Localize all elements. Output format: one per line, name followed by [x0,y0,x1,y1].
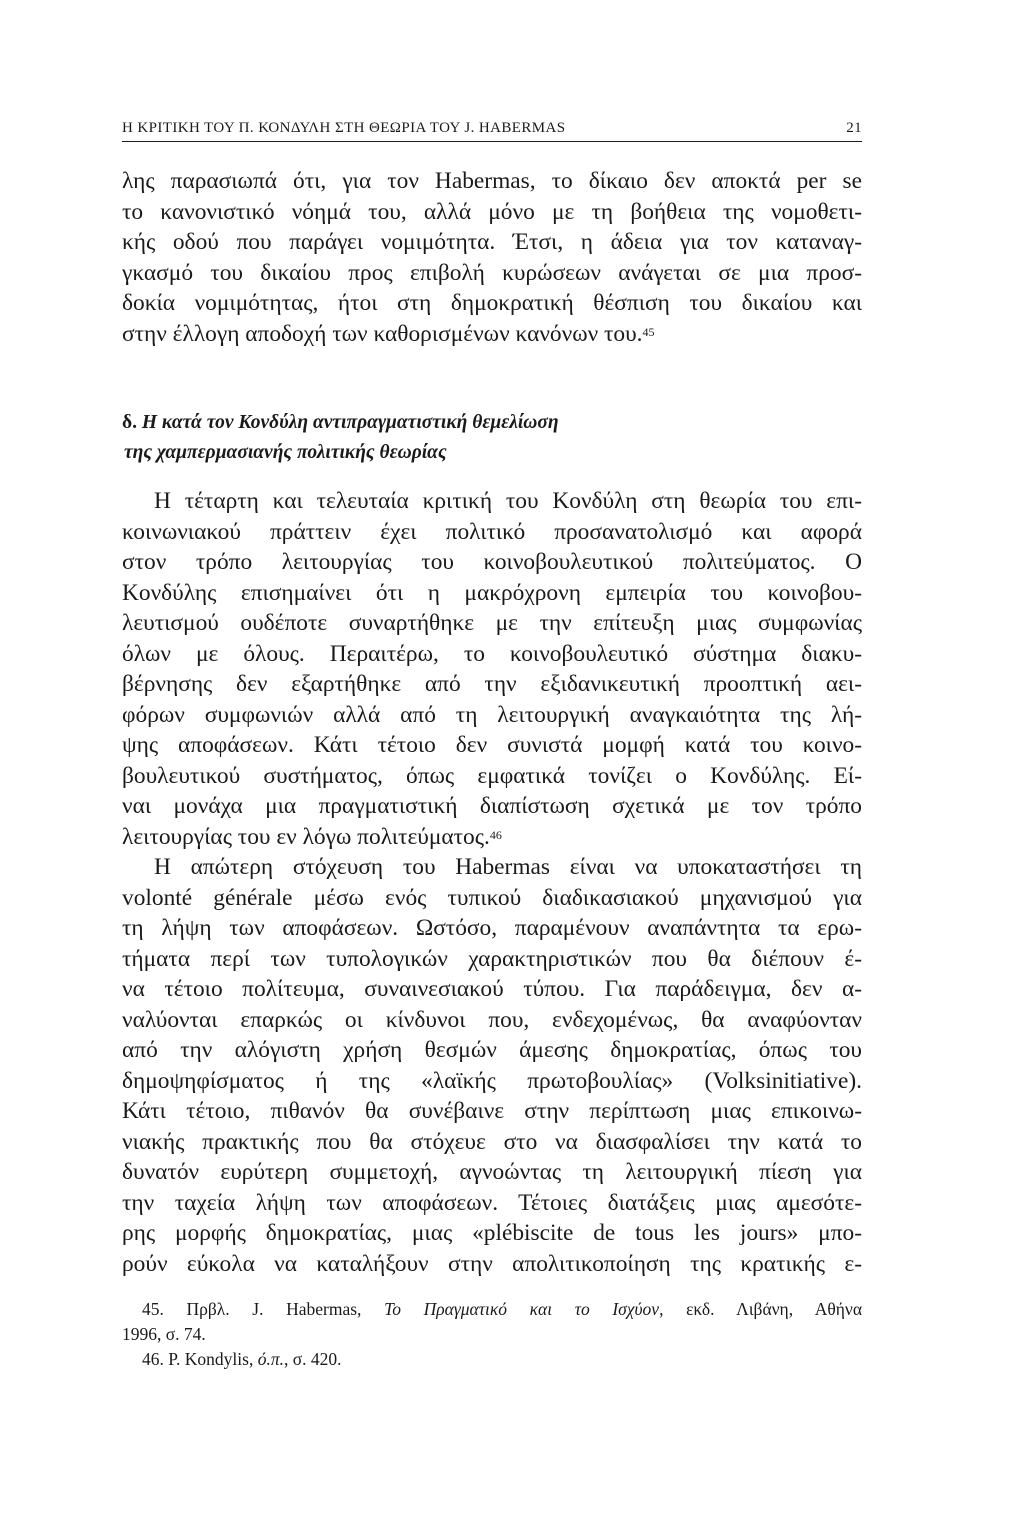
text-line: Κάτι τέτοιο, πιθανόν θα συνέβαινε στην περίπτωση μιας επικοινω- [122,1098,862,1124]
text-line: ρούν εύκολα να καταλήξουν στην απολιτικοποίηση της κρατικής ε- [122,1250,862,1277]
footnote-ref-46[interactable]: 46 [489,827,502,842]
footnote-ref-45[interactable]: 45 [642,324,655,339]
footnote-45-continuation: 1996, σ. 74. [122,1324,206,1344]
text-line: λης παρασιωπά ότι, για τον Habermas, το δίκαιο δεν αποκτά per se [122,168,862,194]
text-line: δυνατόν ευρύτερη συμμετοχή, αγνοώντας τη λειτουργική πίεση για [122,1159,862,1185]
running-title: Η ΚΡΙΤΙΚΗ ΤΟΥ Π. ΚΟΝΔΥΛΗ ΣΤΗ ΘΕΩΡΙΑ ΤΟΥ J. HABERMAS [122,120,566,136]
text-line: Η απώτερη στόχευση του Habermas είναι να υποκαταστήσει τη [154,854,862,880]
text-line: δημοψηφίσματος ή της «λαϊκής πρωτοβουλίας» (Volksinitiative). [122,1067,862,1094]
text-line: ψης αποφάσεων. Κάτι τέτοιο δεν συνιστά μομφή κατά του κοινο- [122,732,862,758]
paragraph-3 [122,852,862,1279]
text-line: να τέτοιο πολίτευμα, συναινεσιακού τύπου. Για παράδειγμα, δεν α- [122,976,862,1002]
paragraph-1 [122,166,862,349]
footnote-45-publisher: , εκδ. Λιβάνη, Αθήνα [659,1299,862,1319]
text-line: νιακής πρακτικής που θα στόχευε στο να διασφαλίσει την κατά το [122,1128,862,1155]
text-line: Η τέταρτη και τελευταία κριτική του Κονδύλη στη θεωρία του επι- [154,488,862,514]
footnote-45-number: 45. [142,1299,164,1319]
page-number: 21 [846,120,862,136]
text-line: βέρνησης δεν εξαρτήθηκε από την εξιδανικευτική προοπτική αει- [122,671,862,697]
footnote-45-text: Πρβλ. J. Habermas, [186,1299,362,1319]
footnote-46-number: 46. [142,1349,164,1369]
footnotes [122,1297,862,1372]
footnote-46 [122,1347,862,1372]
text-line: βουλευτικού συστήματος, όπως εμφατικά τονίζει ο Κονδύλης. Εί- [122,762,862,789]
text-line [122,319,862,350]
text-line: κοινωνιακού πράττειν έχει πολιτικό προσανατολισμό και αφορά [122,518,862,545]
text-line: Κονδύλης επισημαίνει ότι η μακρόχρονη εμπειρία του κοινοβου- [122,579,862,606]
text-line: volonté générale μέσω ενός τυπικού διαδικασιακού μηχανισμού για [122,884,862,911]
text-line-content: στην έλλογη αποδοχή των καθορισμένων κανόνων του. [122,320,643,347]
text-line: γκασμό του δικαίου προς επιβολή κυρώσεων ανάγεται σε μια προσ- [122,259,862,286]
text-line: φόρων συμφωνιών αλλά από τη λειτουργική αναγκαιότητα της λή- [122,701,862,728]
text-line: κής οδού που παράγει νομιμότητα. Έτσι, η άδεια για τον καταναγ- [122,229,862,255]
text-line: λευτισμού ουδέποτε συναρτήθηκε με την επίτευξη μιας συμφωνίας [122,610,862,636]
text-line: ναι μονάχα μια πραγματιστική διαπίστωση σχετικά με τον τρόπο [122,793,862,819]
text-line: την ταχεία λήψη των αποφάσεων. Τέτοιες διατάξεις μιας αμεσότε- [122,1189,862,1216]
footnote-46-page: , σ. 420. [284,1349,342,1369]
section-title-1: Η κατά τον Κονδύλη αντιπραγματιστική θεμελίωση [141,412,559,433]
text-line: όλων με όλους. Περαιτέρω, το κοινοβουλευτικό σύστημα διακυ- [122,640,862,667]
section-heading [122,408,862,468]
text-line: το κανονιστικό νόημά του, αλλά μόνο με τη βοήθεια της νομοθετι- [122,198,862,225]
footnote-46-text: P. Kondylis, [168,1349,254,1369]
section-title-2: της χαμπερμασιανής πολιτικής θεωρίας [124,442,447,463]
running-header [122,120,862,142]
section-heading-line-1 [122,408,862,438]
text-line: ρης μορφής δημοκρατίας, μιας «plébiscite de tous les jours» μπο- [122,1220,862,1246]
text-line: τη λήψη των αποφάσεων. Ωστόσο, παραμένουν αναπάντητα τα ερω- [122,915,862,941]
section-number: δ. [122,412,137,433]
text-line: δοκία νομιμότητας, ήτοι στη δημοκρατική θέσπιση του δικαίου και [122,290,862,316]
footnote-45 [122,1297,862,1322]
paragraph-2 [122,486,862,852]
text-line: στον τρόπο λειτουργίας του κοινοβουλευτικού πολιτεύματος. Ο [122,549,862,575]
footnote-45-book-title: Το Πραγματικό και το Ισχύον [384,1299,660,1319]
text-line: από την αλόγιστη χρήση θεσμών άμεσης δημοκρατίας, όπως του [122,1037,862,1063]
text-line: τήματα περί των τυπολογικών χαρακτηριστικών που θα διέπουν έ- [122,945,862,972]
text-line [122,822,862,853]
text-line: ναλύονται επαρκώς οι κίνδυνοι που, ενδεχομένως, θα αναφύονταν [122,1006,862,1033]
footnote-46-op-cit: ό.π. [257,1349,284,1369]
text-line-content: λειτουργίας του εν λόγω πολιτεύματος. [122,823,490,850]
